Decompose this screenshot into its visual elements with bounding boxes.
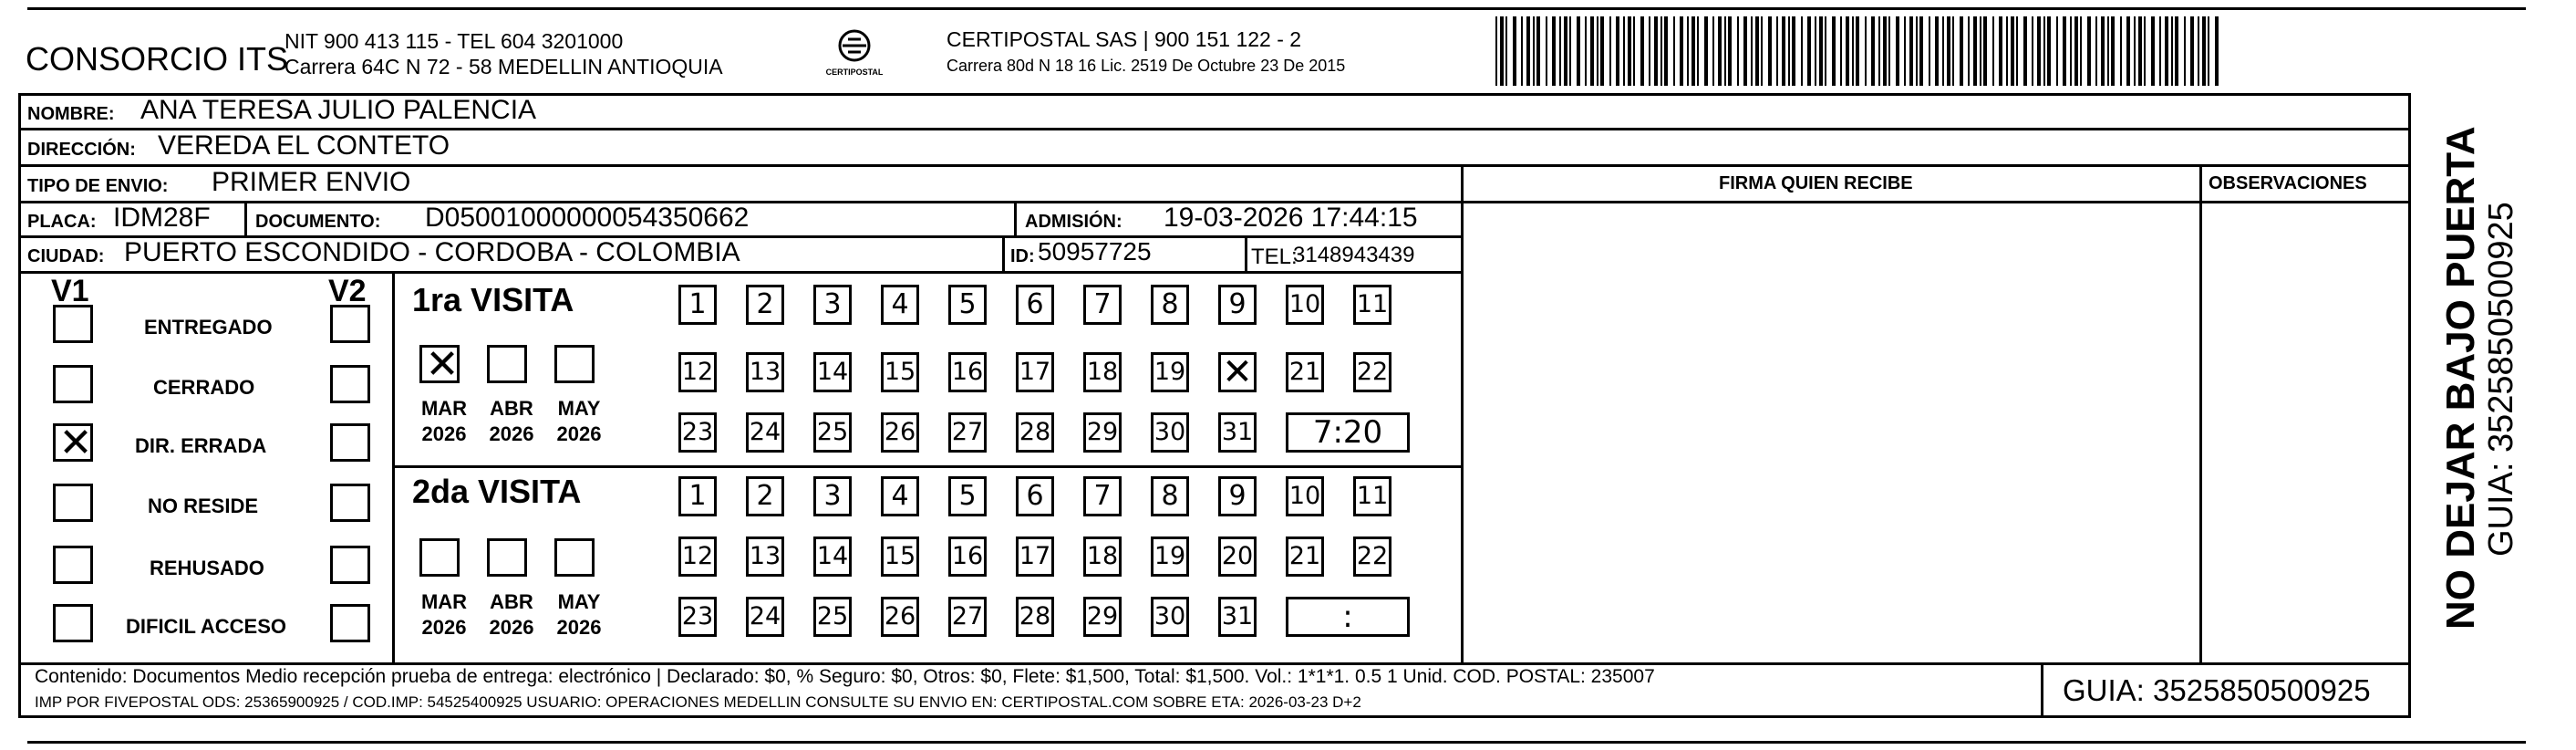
top-border <box>27 7 2526 10</box>
first-visit-day-16[interactable]: 16 <box>948 352 987 392</box>
second-visit-day-14[interactable]: 14 <box>813 536 852 577</box>
status-option-label: ENTREGADO <box>144 316 273 339</box>
side-warning: NO DEJAR BAJO PUERTA <box>2438 126 2483 630</box>
first-visit-day-9[interactable]: 9 <box>1218 285 1257 325</box>
month-label: MAR <box>420 590 468 613</box>
second-visit-day-5[interactable]: 5 <box>948 476 987 516</box>
first-visit-day-8[interactable]: 8 <box>1151 285 1189 325</box>
second-visit-day-15[interactable]: 15 <box>881 536 919 577</box>
barcode <box>1495 16 2225 86</box>
year-label: 2026 <box>489 616 534 639</box>
check-mark-icon: ✕ <box>425 341 460 388</box>
row-divider <box>18 662 2411 665</box>
second-visit-day-22[interactable]: 22 <box>1353 536 1391 577</box>
direccion-label: DIRECCIÓN: <box>27 140 136 160</box>
certipostal-logo-text: CERTIPOSTAL <box>825 68 884 77</box>
second-visit-month-checkbox[interactable] <box>419 538 460 577</box>
first-visit-day-5[interactable]: 5 <box>948 285 987 325</box>
first-visit-day-26[interactable]: 26 <box>881 412 919 453</box>
first-visit-day-15[interactable]: 15 <box>881 352 919 392</box>
tipo-envio-label: TIPO DE ENVIO: <box>27 176 169 196</box>
second-visit-day-27[interactable]: 27 <box>948 597 987 637</box>
first-visit-day-4[interactable]: 4 <box>881 285 919 325</box>
first-visit-day-23[interactable]: 23 <box>678 412 717 453</box>
v2-checkbox[interactable] <box>330 546 370 584</box>
second-visit-day-26[interactable]: 26 <box>881 597 919 637</box>
first-visit-day-21[interactable]: 21 <box>1286 352 1324 392</box>
first-visit-day-18[interactable]: 18 <box>1083 352 1122 392</box>
check-mark-icon: ✕ <box>58 420 93 466</box>
first-visit-day-27[interactable]: 27 <box>948 412 987 453</box>
certipostal-info: CERTIPOSTAL SAS | 900 151 122 - 2 <box>947 27 1302 51</box>
v2-label: V2 <box>328 274 367 308</box>
tel-value: 3148943439 <box>1293 243 1415 267</box>
second-visit-month-checkbox[interactable] <box>487 538 527 577</box>
first-visit-month-checkbox[interactable] <box>554 345 595 383</box>
second-visit-day-1[interactable]: 1 <box>678 476 717 516</box>
second-visit-day-8[interactable]: 8 <box>1151 476 1189 516</box>
first-visit-month-checkbox[interactable] <box>419 341 460 388</box>
v1-checkbox[interactable] <box>53 365 93 403</box>
first-visit-day-28[interactable]: 28 <box>1016 412 1054 453</box>
first-visit-day-2[interactable]: 2 <box>746 285 784 325</box>
month-label: ABR <box>490 397 533 420</box>
v1-checkbox[interactable] <box>53 604 93 642</box>
first-visit-day-7[interactable]: 7 <box>1083 285 1122 325</box>
tel-label: TEL: <box>1251 245 1298 269</box>
second-visit-time-field[interactable]: : <box>1286 597 1410 637</box>
col-divider <box>2199 164 2202 662</box>
second-visit-day-13[interactable]: 13 <box>746 536 784 577</box>
company-nit: NIT 900 413 115 - TEL 604 3201000 <box>284 29 624 53</box>
second-visit-title: 2da VISITA <box>412 473 582 510</box>
month-label: ABR <box>490 590 533 613</box>
first-visit-time-field[interactable]: 7:20 <box>1286 412 1410 453</box>
month-label: MAR <box>420 397 468 420</box>
first-visit-day-13[interactable]: 13 <box>746 352 784 392</box>
first-visit-day-14[interactable]: 14 <box>813 352 852 392</box>
first-visit-day-6[interactable]: 6 <box>1016 285 1054 325</box>
second-visit-day-3[interactable]: 3 <box>813 476 852 516</box>
month-label: MAY <box>557 397 601 420</box>
second-visit-day-19[interactable]: 19 <box>1151 536 1189 577</box>
second-visit-day-6[interactable]: 6 <box>1016 476 1054 516</box>
firma-label: FIRMA QUIEN RECIBE <box>1719 173 1913 193</box>
second-visit-day-12[interactable]: 12 <box>678 536 717 577</box>
id-value: 50957725 <box>1038 237 1152 266</box>
second-visit-day-16[interactable]: 16 <box>948 536 987 577</box>
first-visit-day-1[interactable]: 1 <box>678 285 717 325</box>
v2-checkbox[interactable] <box>330 365 370 403</box>
ciudad-value: PUERTO ESCONDIDO - CORDOBA - COLOMBIA <box>124 237 740 267</box>
second-visit-day-4[interactable]: 4 <box>881 476 919 516</box>
placa-value: IDM28F <box>113 203 211 233</box>
footer-content: Contenido: Documentos Medio recepción prueba de entrega: electrónico | Declarado: $0, % Seguro: $0, Otros: $0, Flete: $1,500, Total: $1,500. Vol.: 1*1*1. 0.5 1 Unid. COD. POSTAL: 235007 <box>35 666 1655 687</box>
second-visit-day-24[interactable]: 24 <box>746 597 784 637</box>
visit-divider <box>392 465 1461 468</box>
status-option-label: REHUSADO <box>150 557 264 579</box>
second-visit-day-23[interactable]: 23 <box>678 597 717 637</box>
side-guia: GUIA: 3525850500925 <box>2482 202 2520 557</box>
year-label: 2026 <box>421 616 467 639</box>
ciudad-label: CIUDAD: <box>27 246 105 266</box>
first-visit-day-30[interactable]: 30 <box>1151 412 1189 453</box>
col-divider <box>244 201 247 237</box>
first-visit-day-12[interactable]: 12 <box>678 352 717 392</box>
second-visit-day-11[interactable]: 11 <box>1353 476 1391 516</box>
status-option-label: CERRADO <box>153 376 255 399</box>
observaciones-label: OBSERVACIONES <box>2209 173 2367 193</box>
company-address: Carrera 64C N 72 - 58 MEDELLIN ANTIOQUIA <box>284 55 723 78</box>
month-label: MAY <box>557 590 601 613</box>
first-visit-day-25[interactable]: 25 <box>813 412 852 453</box>
second-visit-day-28[interactable]: 28 <box>1016 597 1054 637</box>
status-option-label: DIR. ERRADA <box>135 434 267 457</box>
first-visit-month-checkbox[interactable] <box>487 345 527 383</box>
tipo-envio-value: PRIMER ENVIO <box>212 167 411 197</box>
year-label: 2026 <box>421 422 467 445</box>
nombre-value: ANA TERESA JULIO PALENCIA <box>140 95 537 125</box>
company-name: CONSORCIO ITS <box>26 40 289 78</box>
first-visit-day-22[interactable]: 22 <box>1353 352 1391 392</box>
nombre-label: NOMBRE: <box>27 104 115 124</box>
v1-checkbox[interactable] <box>53 420 93 466</box>
first-visit-day-17[interactable]: 17 <box>1016 352 1054 392</box>
v2-checkbox[interactable] <box>330 604 370 642</box>
second-visit-day-2[interactable]: 2 <box>746 476 784 516</box>
year-label: 2026 <box>489 422 534 445</box>
bottom-border <box>27 741 2526 744</box>
placa-label: PLACA: <box>27 212 97 232</box>
second-visit-day-7[interactable]: 7 <box>1083 476 1122 516</box>
second-visit-day-31[interactable]: 31 <box>1218 597 1257 637</box>
first-visit-day-11[interactable]: 11 <box>1353 285 1391 325</box>
second-visit-day-18[interactable]: 18 <box>1083 536 1122 577</box>
year-label: 2026 <box>556 422 602 445</box>
first-visit-day-31[interactable]: 31 <box>1218 412 1257 453</box>
v1-label: V1 <box>51 274 89 308</box>
footer-guia: GUIA: 3525850500925 <box>2063 673 2371 707</box>
col-divider <box>2041 662 2043 718</box>
first-visit-day-10[interactable]: 10 <box>1286 285 1324 325</box>
documento-value: D05001000000054350662 <box>425 203 750 233</box>
col-divider <box>1461 164 1464 662</box>
first-visit-day-20[interactable]: ✕ <box>1218 352 1257 392</box>
first-visit-day-3[interactable]: 3 <box>813 285 852 325</box>
second-visit-day-30[interactable]: 30 <box>1151 597 1189 637</box>
admision-value: 19-03-2026 17:44:15 <box>1164 203 1418 233</box>
v1-checkbox[interactable] <box>53 546 93 584</box>
year-label: 2026 <box>556 616 602 639</box>
second-visit-day-9[interactable]: 9 <box>1218 476 1257 516</box>
v1-checkbox[interactable] <box>53 305 93 343</box>
col-divider <box>1245 235 1247 272</box>
id-label: ID: <box>1010 246 1035 266</box>
first-visit-day-29[interactable]: 29 <box>1083 412 1122 453</box>
v2-checkbox[interactable] <box>330 305 370 343</box>
second-visit-day-17[interactable]: 17 <box>1016 536 1054 577</box>
admision-label: ADMISIÓN: <box>1025 212 1122 232</box>
col-divider <box>1002 235 1005 272</box>
second-visit-day-25[interactable]: 25 <box>813 597 852 637</box>
footer-imp: IMP POR FIVEPOSTAL ODS: 25365900925 / COD.IMP: 54525400925 USUARIO: OPERACIONES MEDELLIN CONSULTE SU ENVIO EN: CERTIPOSTAL.COM SOBRE ETA: 2026-03-23 D+2 <box>35 693 1361 711</box>
v1-checkbox[interactable] <box>53 484 93 522</box>
second-visit-day-10[interactable]: 10 <box>1286 476 1324 516</box>
direccion-value: VEREDA EL CONTETO <box>158 130 450 161</box>
status-option-label: NO RESIDE <box>148 495 259 517</box>
documento-label: DOCUMENTO: <box>255 212 381 232</box>
v2-checkbox[interactable] <box>330 423 370 462</box>
first-visit-day-24[interactable]: 24 <box>746 412 784 453</box>
second-visit-day-29[interactable]: 29 <box>1083 597 1122 637</box>
first-visit-title: 1ra VISITA <box>412 281 574 318</box>
v2-checkbox[interactable] <box>330 484 370 522</box>
col-divider <box>1014 201 1017 237</box>
second-visit-day-21[interactable]: 21 <box>1286 536 1324 577</box>
status-option-label: DIFICIL ACCESO <box>126 615 287 638</box>
first-visit-day-19[interactable]: 19 <box>1151 352 1189 392</box>
second-visit-day-20[interactable]: 20 <box>1218 536 1257 577</box>
second-visit-month-checkbox[interactable] <box>554 538 595 577</box>
certipostal-address: Carrera 80d N 18 16 Lic. 2519 De Octubre 23 De 2015 <box>947 57 1346 75</box>
certipostal-logo-icon <box>822 27 886 80</box>
